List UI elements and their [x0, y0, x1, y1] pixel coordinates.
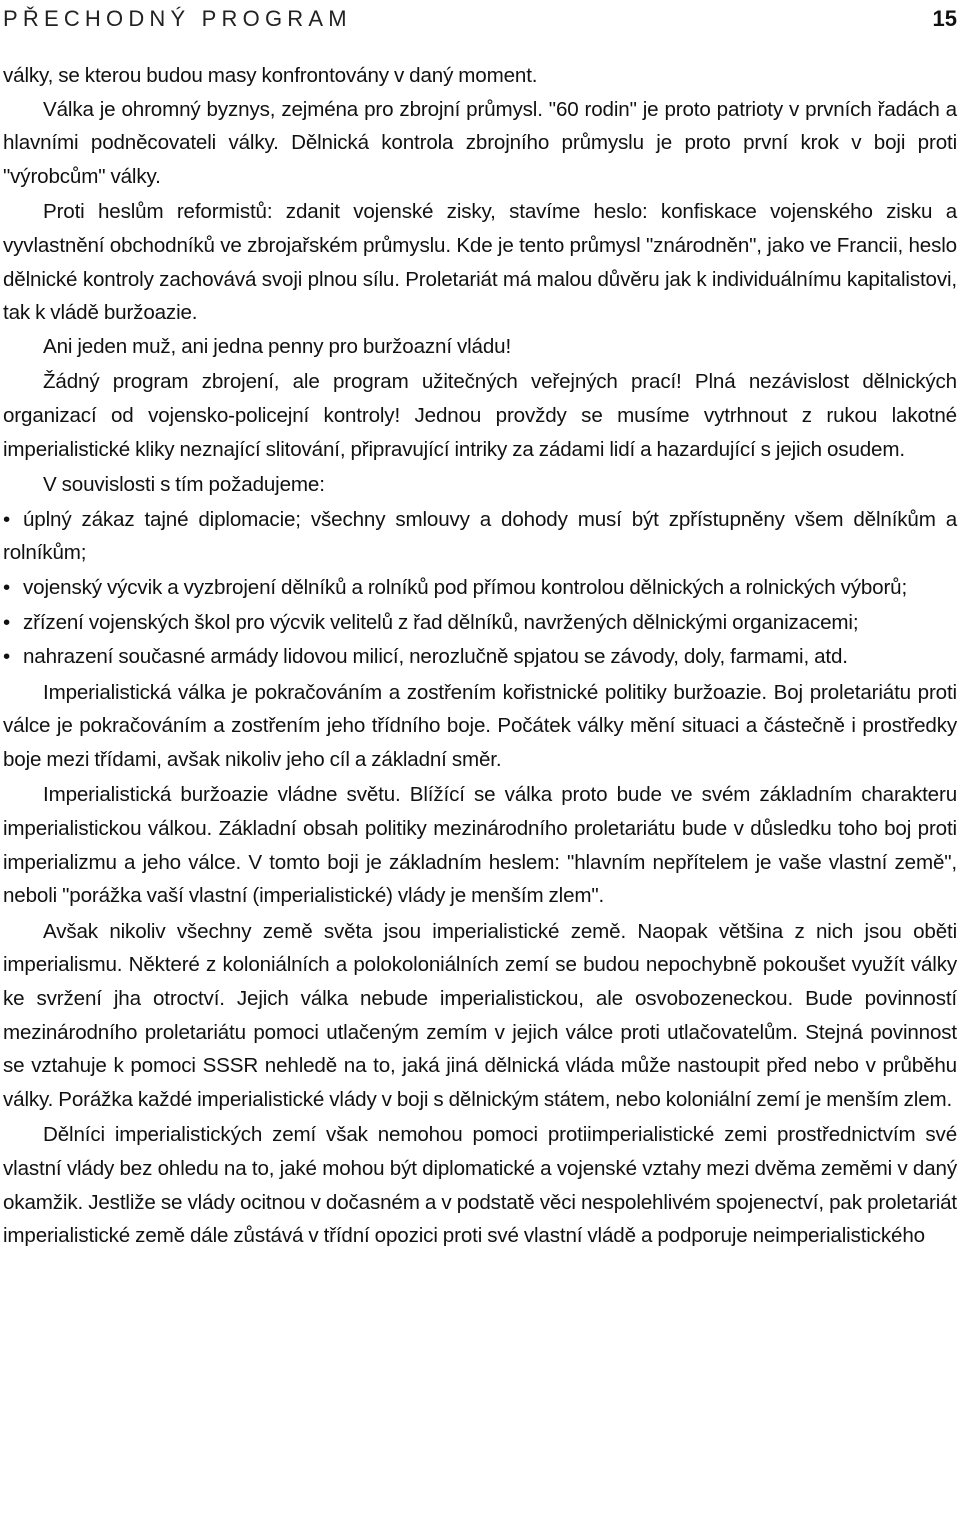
list-item-text: úplný zákaz tajné diplomacie; všechny smlouvy a dohody musí být zpřístupněny všem dělníkům a rolníkům;: [3, 507, 957, 565]
list-item-text: nahrazení současné armády lidovou milicí, nerozlučně spjatou se závody, doly, farmami, atd.: [23, 645, 848, 669]
list-item: [3, 606, 957, 640]
paragraph: Avšak nikoliv všechny země světa jsou imperialistické země. Naopak většina z nich jsou oběti imperialismu. Některé z koloniálních a polokoloniálních zemí se budou nepochybně pokoušet využít války ke svržení jha otroctví. Jejich válka nebude imperialistickou, ale osvobozeneckou. Bude povinností mezinárodního proletariátu pomoci utlačeným zemím v jejich válce proti utlačovatelům. Stejná povinnost se vztahuje k pomoci SSSR nehledě na to, jaká jiná dělnická vláda může nastoupit před nebo v průběhu války. Porážka každé imperialistické vlády v boji s dělnickým státem, nebo koloniální zemí je menším zlem.: [3, 919, 957, 1111]
bullet-icon: •: [3, 507, 11, 531]
paragraph: Imperialistická buržoazie vládne světu. Blížící se válka proto bude ve svém základním charakteru imperialistickou válkou. Základní obsah politiky mezinárodního proletariátu bude v důsledku toho boj proti imperializmu a jeho válce. V tomto boji je základním heslem: "hlavním nepřítelem je vaše vlastní země", neboli "porážka vaší vlastní (imperialistické) vlády je menším zlem".: [3, 783, 957, 908]
paragraph: války, se kterou budou masy konfrontovány v daný moment.: [3, 64, 538, 87]
paragraph: Proti heslům reformistů: zdanit vojenské zisky, stavíme heslo: konfiskace vojenského zisku a vyvlastnění obchodníků ve zbrojařském průmyslu. Kde je tento průmysl "znárodněn", jako ve Francii, heslo dělnické kontroly zachovává svoji plnou sílu. Proletariát má malou důvěru jak k individuálnímu kapitalistovi, tak k vládě buržoazie.: [3, 200, 957, 325]
document-page: [3, 0, 957, 1519]
list-item: [3, 640, 957, 674]
paragraph: V souvislosti s tím požadujeme:: [43, 473, 325, 497]
page-number: 15: [932, 6, 957, 31]
list-item: [3, 571, 957, 605]
paragraph: Žádný program zbrojení, ale program užitečných veřejných prací! Plná nezávislost dělnických organizací od vojensko-policejní kontroly! Jednou provždy se musíme vytrhnout z rukou lakotné imperialistické kliky neznající slitování, připravující intriky za zádami lidí a hazardující s jejich osudem.: [3, 370, 957, 461]
list-item-text: vojenský výcvik a vyzbrojení dělníků a rolníků pod přímou kontrolou dělnických a rolnických výborů;: [23, 575, 908, 599]
paragraph: Válka je ohromný byznys, zejména pro zbrojní průmysl. "60 rodin" je proto patrioty v prvních řadách a hlavními podněcovateli války. Dělnická kontrola zbrojního průmyslu je proto první krok v boji proti "výrobcům" války.: [3, 97, 957, 188]
list-item-text: zřízení vojenských škol pro výcvik velitelů z řad dělníků, navržených dělnickými organizacemi;: [23, 610, 859, 634]
body-text: [3, 59, 957, 1253]
bullet-icon: •: [3, 645, 11, 669]
list-item: [3, 503, 957, 570]
paragraph: Ani jeden muž, ani jedna penny pro buržoazní vládu!: [43, 334, 512, 358]
bullet-icon: •: [3, 575, 11, 599]
paragraph: Dělníci imperialistických zemí však nemohou pomoci protiimperialistické zemi prostřednictvím své vlastní vlády bez ohledu na to, jaké mohou být diplomatické a vojenské vztahy mezi dvěma zeměmi v daný okamžik. Jestliže se vlády ocitnou v dočasném a v podstatě věci nespolehlivém spojenectví, pak proletariát imperialistické země dále zůstává v třídní opozici proti své vlastní vládě a podporuje neimperialistického: [3, 1123, 957, 1248]
paragraph: Imperialistická válka je pokračováním a zostřením kořistnické politiky buržoazie. Boj proletariátu proti válce je pokračováním a zostřením jeho třídního boje. Počátek války mění situaci a částečně i prostředky boje mezi třídami, avšak nikoliv jeho cíl a základní směr.: [3, 680, 957, 771]
page-header: [3, 0, 957, 40]
running-head: PŘECHODNÝ PROGRAM: [3, 6, 352, 31]
bullet-icon: •: [3, 610, 11, 634]
